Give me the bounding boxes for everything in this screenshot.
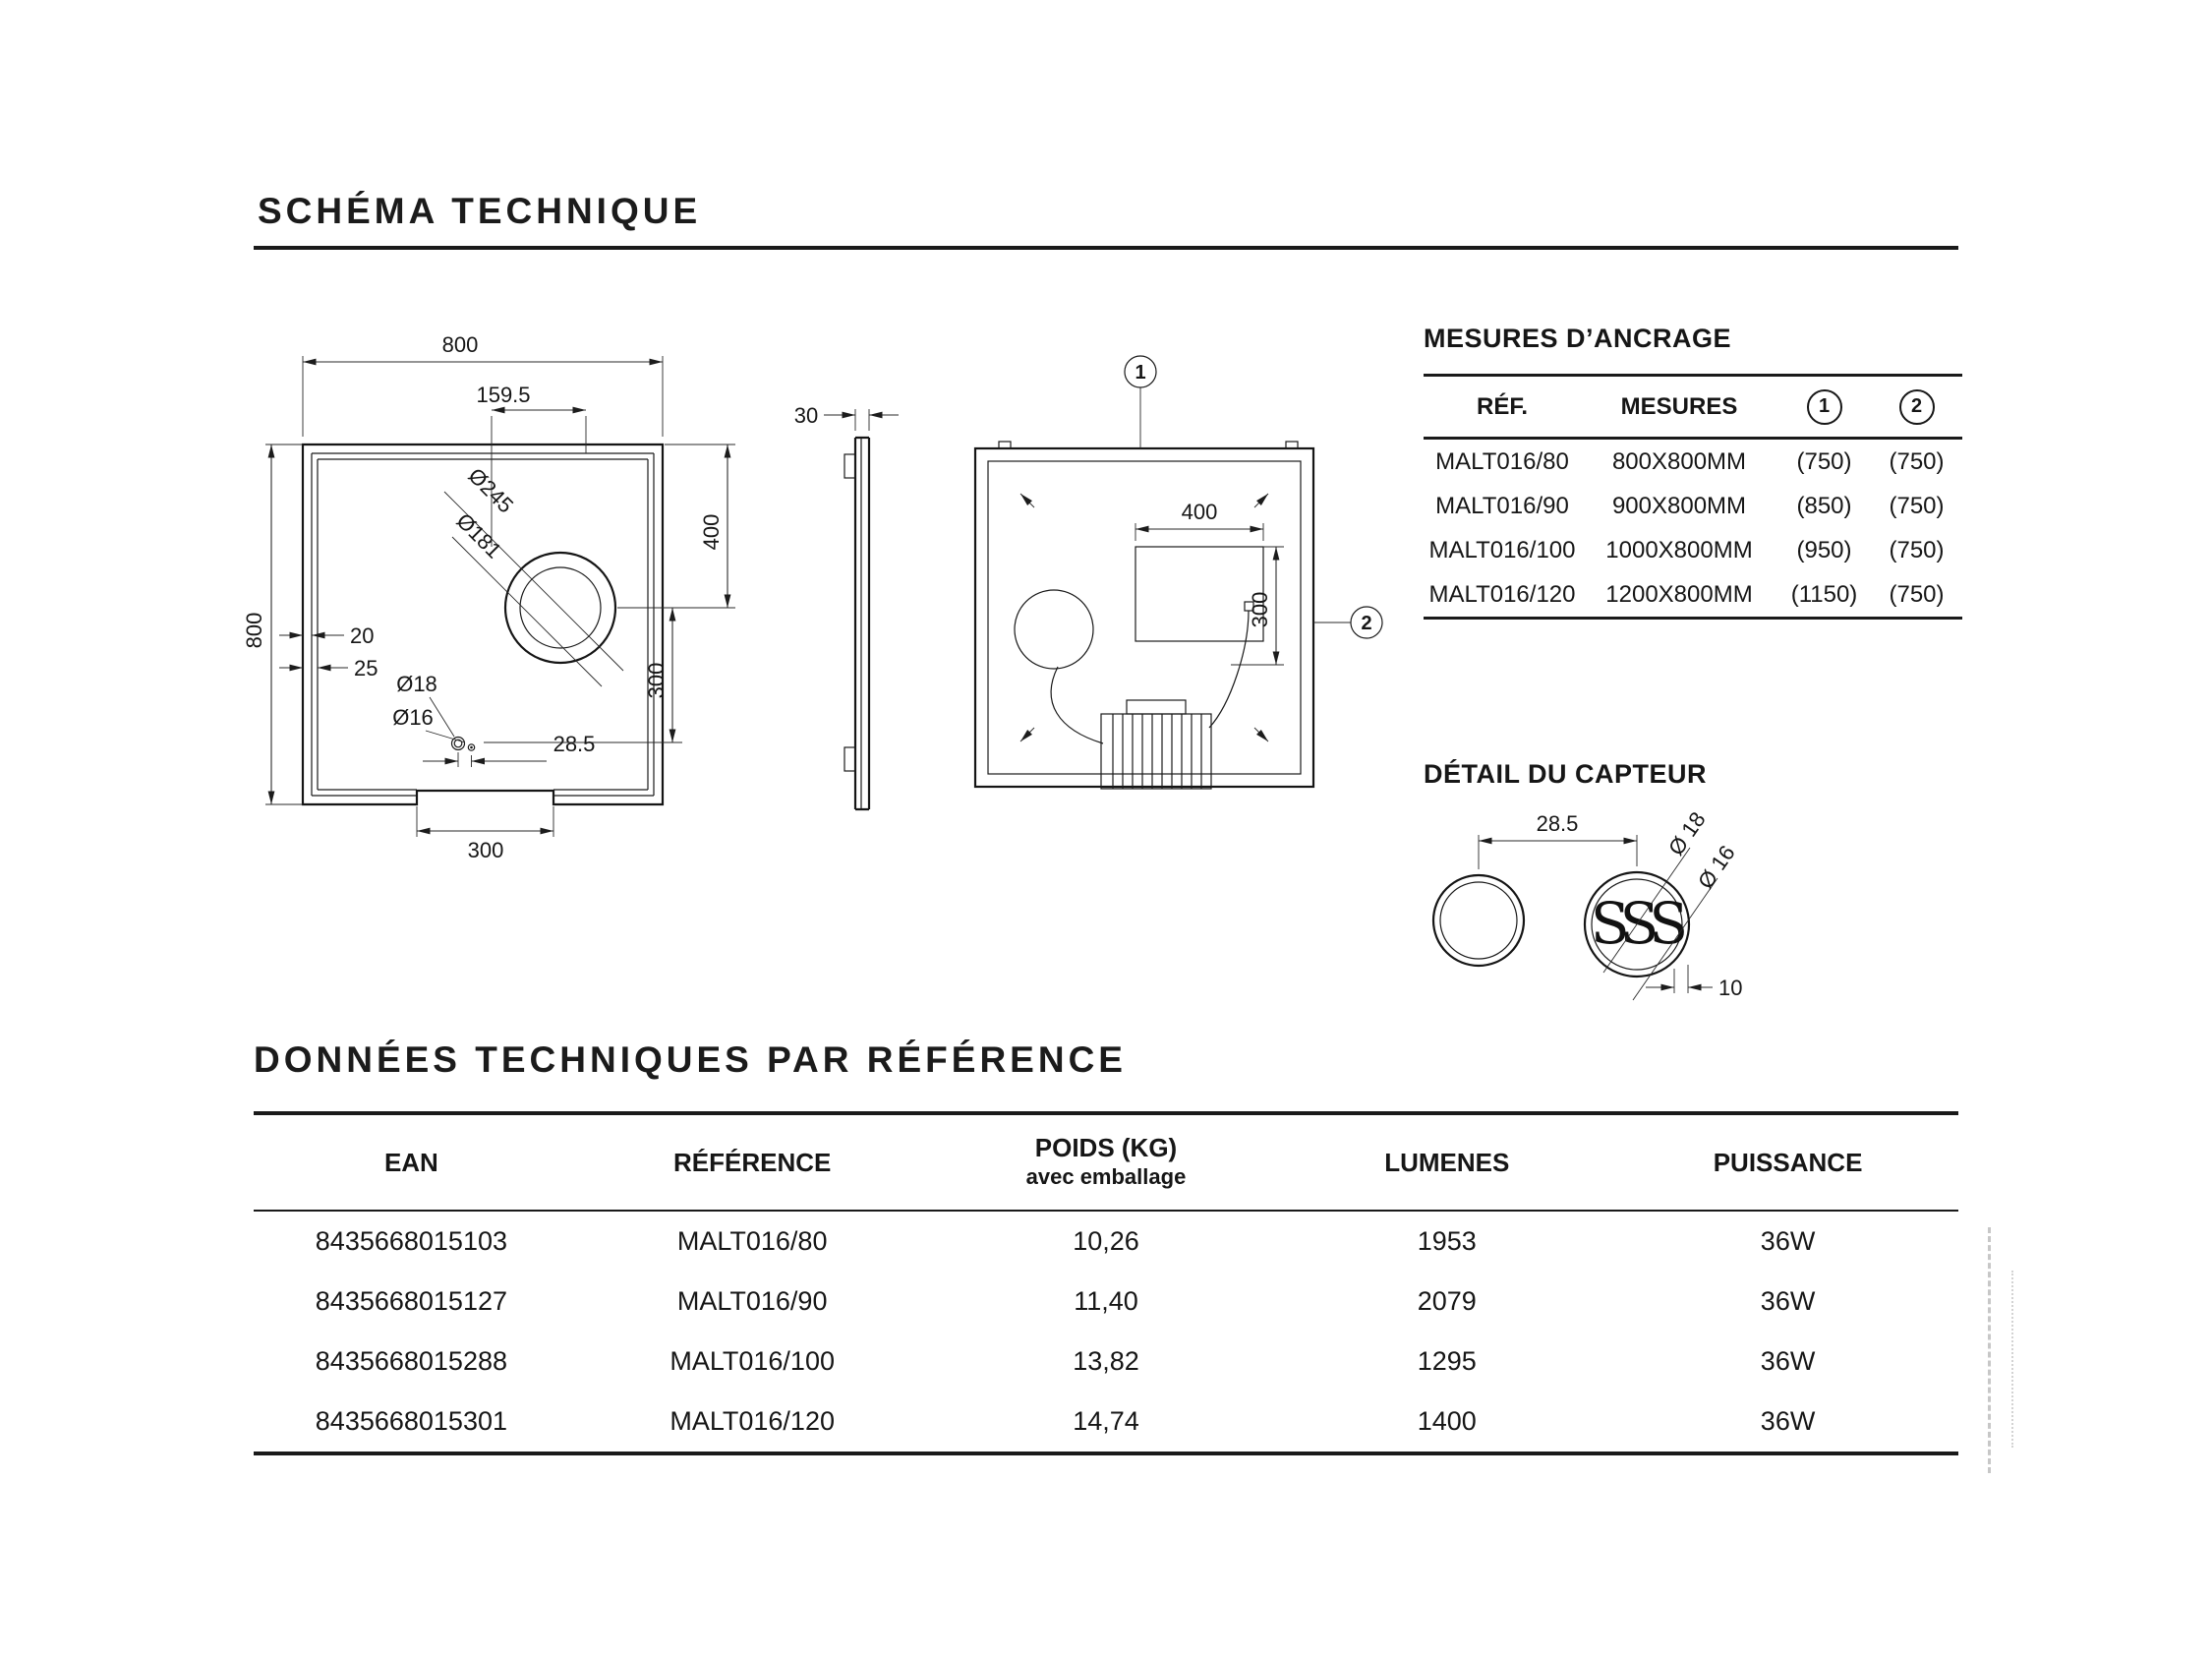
anchoring-table bbox=[1424, 374, 1962, 620]
circle-1-badge: 1 bbox=[1807, 389, 1842, 425]
cell-mesures: 1200X800MM bbox=[1605, 580, 1753, 608]
cell-poids: 11,40 bbox=[1074, 1286, 1138, 1316]
dim-label-circle-inner: Ø181 bbox=[451, 507, 507, 563]
cell-reference: MALT016/100 bbox=[669, 1346, 835, 1376]
cell-puissance: 36W bbox=[1760, 1226, 1816, 1256]
cell-ean: 8435668015127 bbox=[315, 1286, 507, 1316]
anchor-marker-2 bbox=[1313, 607, 1382, 638]
dim-label-frame-20: 20 bbox=[350, 623, 375, 648]
cell-lumens: 1400 bbox=[1417, 1406, 1477, 1436]
cell-m1: (750) bbox=[1796, 447, 1852, 475]
tech-table-row bbox=[254, 1272, 1958, 1332]
header-poids-main: POIDS (KG) bbox=[1034, 1133, 1178, 1162]
tech-data-section bbox=[254, 1038, 1958, 1455]
tech-section-title: DONNÉES TECHNIQUES PAR RÉFÉRENCE bbox=[254, 1039, 1127, 1080]
anchor-table-row bbox=[1424, 440, 1962, 484]
cell-m2: (750) bbox=[1889, 536, 1945, 563]
cell-lumens: 2079 bbox=[1417, 1286, 1477, 1316]
dim-label-circle-outer: Ø245 bbox=[463, 462, 519, 518]
dim-label-sensor-18: Ø18 bbox=[396, 672, 437, 696]
tech-table-row bbox=[254, 1212, 1958, 1272]
dim-label-circle-offset: 159.5 bbox=[476, 383, 531, 407]
schema-section-title: SCHÉMA TECHNIQUE bbox=[258, 191, 702, 231]
cell-m2: (750) bbox=[1889, 492, 1945, 519]
dim-label-right-400: 400 bbox=[699, 513, 724, 551]
detail-dim-depth: 10 bbox=[1718, 976, 1743, 1000]
dim-label-bottom-notch: 300 bbox=[467, 838, 504, 862]
anchoring-table-header bbox=[1424, 377, 1962, 440]
cell-poids: 10,26 bbox=[1073, 1226, 1139, 1256]
dim-label-sensor-16: Ø16 bbox=[392, 705, 434, 730]
tech-table-row bbox=[254, 1332, 1958, 1392]
dim-label-right-300: 300 bbox=[644, 662, 669, 699]
cell-reference: MALT016/80 bbox=[676, 1226, 828, 1256]
cell-ref: MALT016/90 bbox=[1435, 492, 1569, 519]
dim-label-height-left: 800 bbox=[242, 612, 266, 649]
cell-ean: 8435668015301 bbox=[315, 1406, 507, 1436]
cell-m2: (750) bbox=[1889, 447, 1945, 475]
tech-table-header bbox=[254, 1115, 1958, 1212]
cell-puissance: 36W bbox=[1760, 1346, 1816, 1376]
cell-poids: 13,82 bbox=[1073, 1346, 1139, 1376]
anchor-marker-1 bbox=[1125, 356, 1156, 448]
anchor-table-row bbox=[1424, 528, 1962, 572]
anchoring-table-title: MESURES D’ANCRAGE bbox=[1424, 324, 1732, 353]
cell-ref: MALT016/120 bbox=[1428, 580, 1576, 608]
dim-label-frame-25: 25 bbox=[354, 656, 378, 681]
sensor-detail-title: DÉTAIL DU CAPTEUR bbox=[1424, 759, 1708, 789]
cell-ref: MALT016/100 bbox=[1428, 536, 1576, 563]
cell-m1: (850) bbox=[1796, 492, 1852, 519]
anchoring-table-section bbox=[1424, 323, 1962, 620]
detail-dim-outer: Ø 18 bbox=[1662, 806, 1711, 860]
cell-puissance: 36W bbox=[1760, 1406, 1816, 1436]
anchor-marker-1-label: 1 bbox=[1135, 362, 1146, 384]
back-view-drawing bbox=[975, 356, 1382, 789]
circle-2-badge: 2 bbox=[1899, 389, 1935, 425]
cell-ean: 8435668015288 bbox=[315, 1346, 507, 1376]
cell-ref: MALT016/80 bbox=[1435, 447, 1569, 475]
cell-ean: 8435668015103 bbox=[315, 1226, 507, 1256]
header-measure-2 bbox=[1871, 389, 1962, 425]
cell-reference: MALT016/120 bbox=[669, 1406, 835, 1436]
scan-artifact-mark bbox=[2011, 1271, 2013, 1448]
dim-label-depth-30: 30 bbox=[793, 403, 819, 428]
header-puissance: PUISSANCE bbox=[1713, 1147, 1863, 1177]
anchor-table-row bbox=[1424, 484, 1962, 528]
cell-puissance: 36W bbox=[1760, 1286, 1816, 1316]
dim-label-sensor-gap: 28.5 bbox=[553, 732, 596, 756]
header-poids-sub: avec emballage bbox=[1025, 1164, 1187, 1189]
cell-mesures: 1000X800MM bbox=[1605, 536, 1753, 563]
cell-lumens: 1953 bbox=[1417, 1226, 1477, 1256]
cell-mesures: 800X800MM bbox=[1611, 447, 1747, 475]
dim-label-box-400: 400 bbox=[1181, 500, 1218, 524]
anchor-marker-2-label: 2 bbox=[1361, 613, 1372, 634]
cell-mesures: 900X800MM bbox=[1611, 492, 1747, 519]
header-reference: RÉFÉRENCE bbox=[673, 1147, 832, 1177]
cell-poids: 14,74 bbox=[1073, 1406, 1139, 1436]
header-lumens: LUMENES bbox=[1384, 1147, 1510, 1177]
header-ref: RÉF. bbox=[1476, 392, 1528, 420]
front-view-drawing bbox=[242, 332, 735, 862]
cell-lumens: 1295 bbox=[1417, 1346, 1477, 1376]
cell-m1: (950) bbox=[1796, 536, 1852, 563]
scan-artifact-mark bbox=[1988, 1227, 1991, 1473]
header-measure-1 bbox=[1777, 389, 1871, 425]
dim-label-box-300: 300 bbox=[1248, 591, 1272, 628]
side-view-drawing bbox=[794, 403, 899, 809]
detail-dim-gap: 28.5 bbox=[1536, 811, 1579, 836]
detail-dim-inner: Ø 16 bbox=[1692, 840, 1740, 894]
sensor-symbol: SSS bbox=[1590, 890, 1680, 957]
header-mesures: MESURES bbox=[1620, 392, 1738, 420]
cell-reference: MALT016/90 bbox=[676, 1286, 828, 1316]
tech-table-row bbox=[254, 1392, 1958, 1452]
anchor-table-row bbox=[1424, 572, 1962, 617]
header-ean: EAN bbox=[383, 1147, 438, 1177]
dim-label-width-top: 800 bbox=[441, 332, 479, 357]
sensor-detail-drawing bbox=[1433, 807, 1742, 1000]
tech-data-table bbox=[254, 1111, 1958, 1455]
header-poids bbox=[936, 1133, 1277, 1192]
cell-m2: (750) bbox=[1889, 580, 1945, 608]
cell-m1: (1150) bbox=[1790, 580, 1858, 608]
